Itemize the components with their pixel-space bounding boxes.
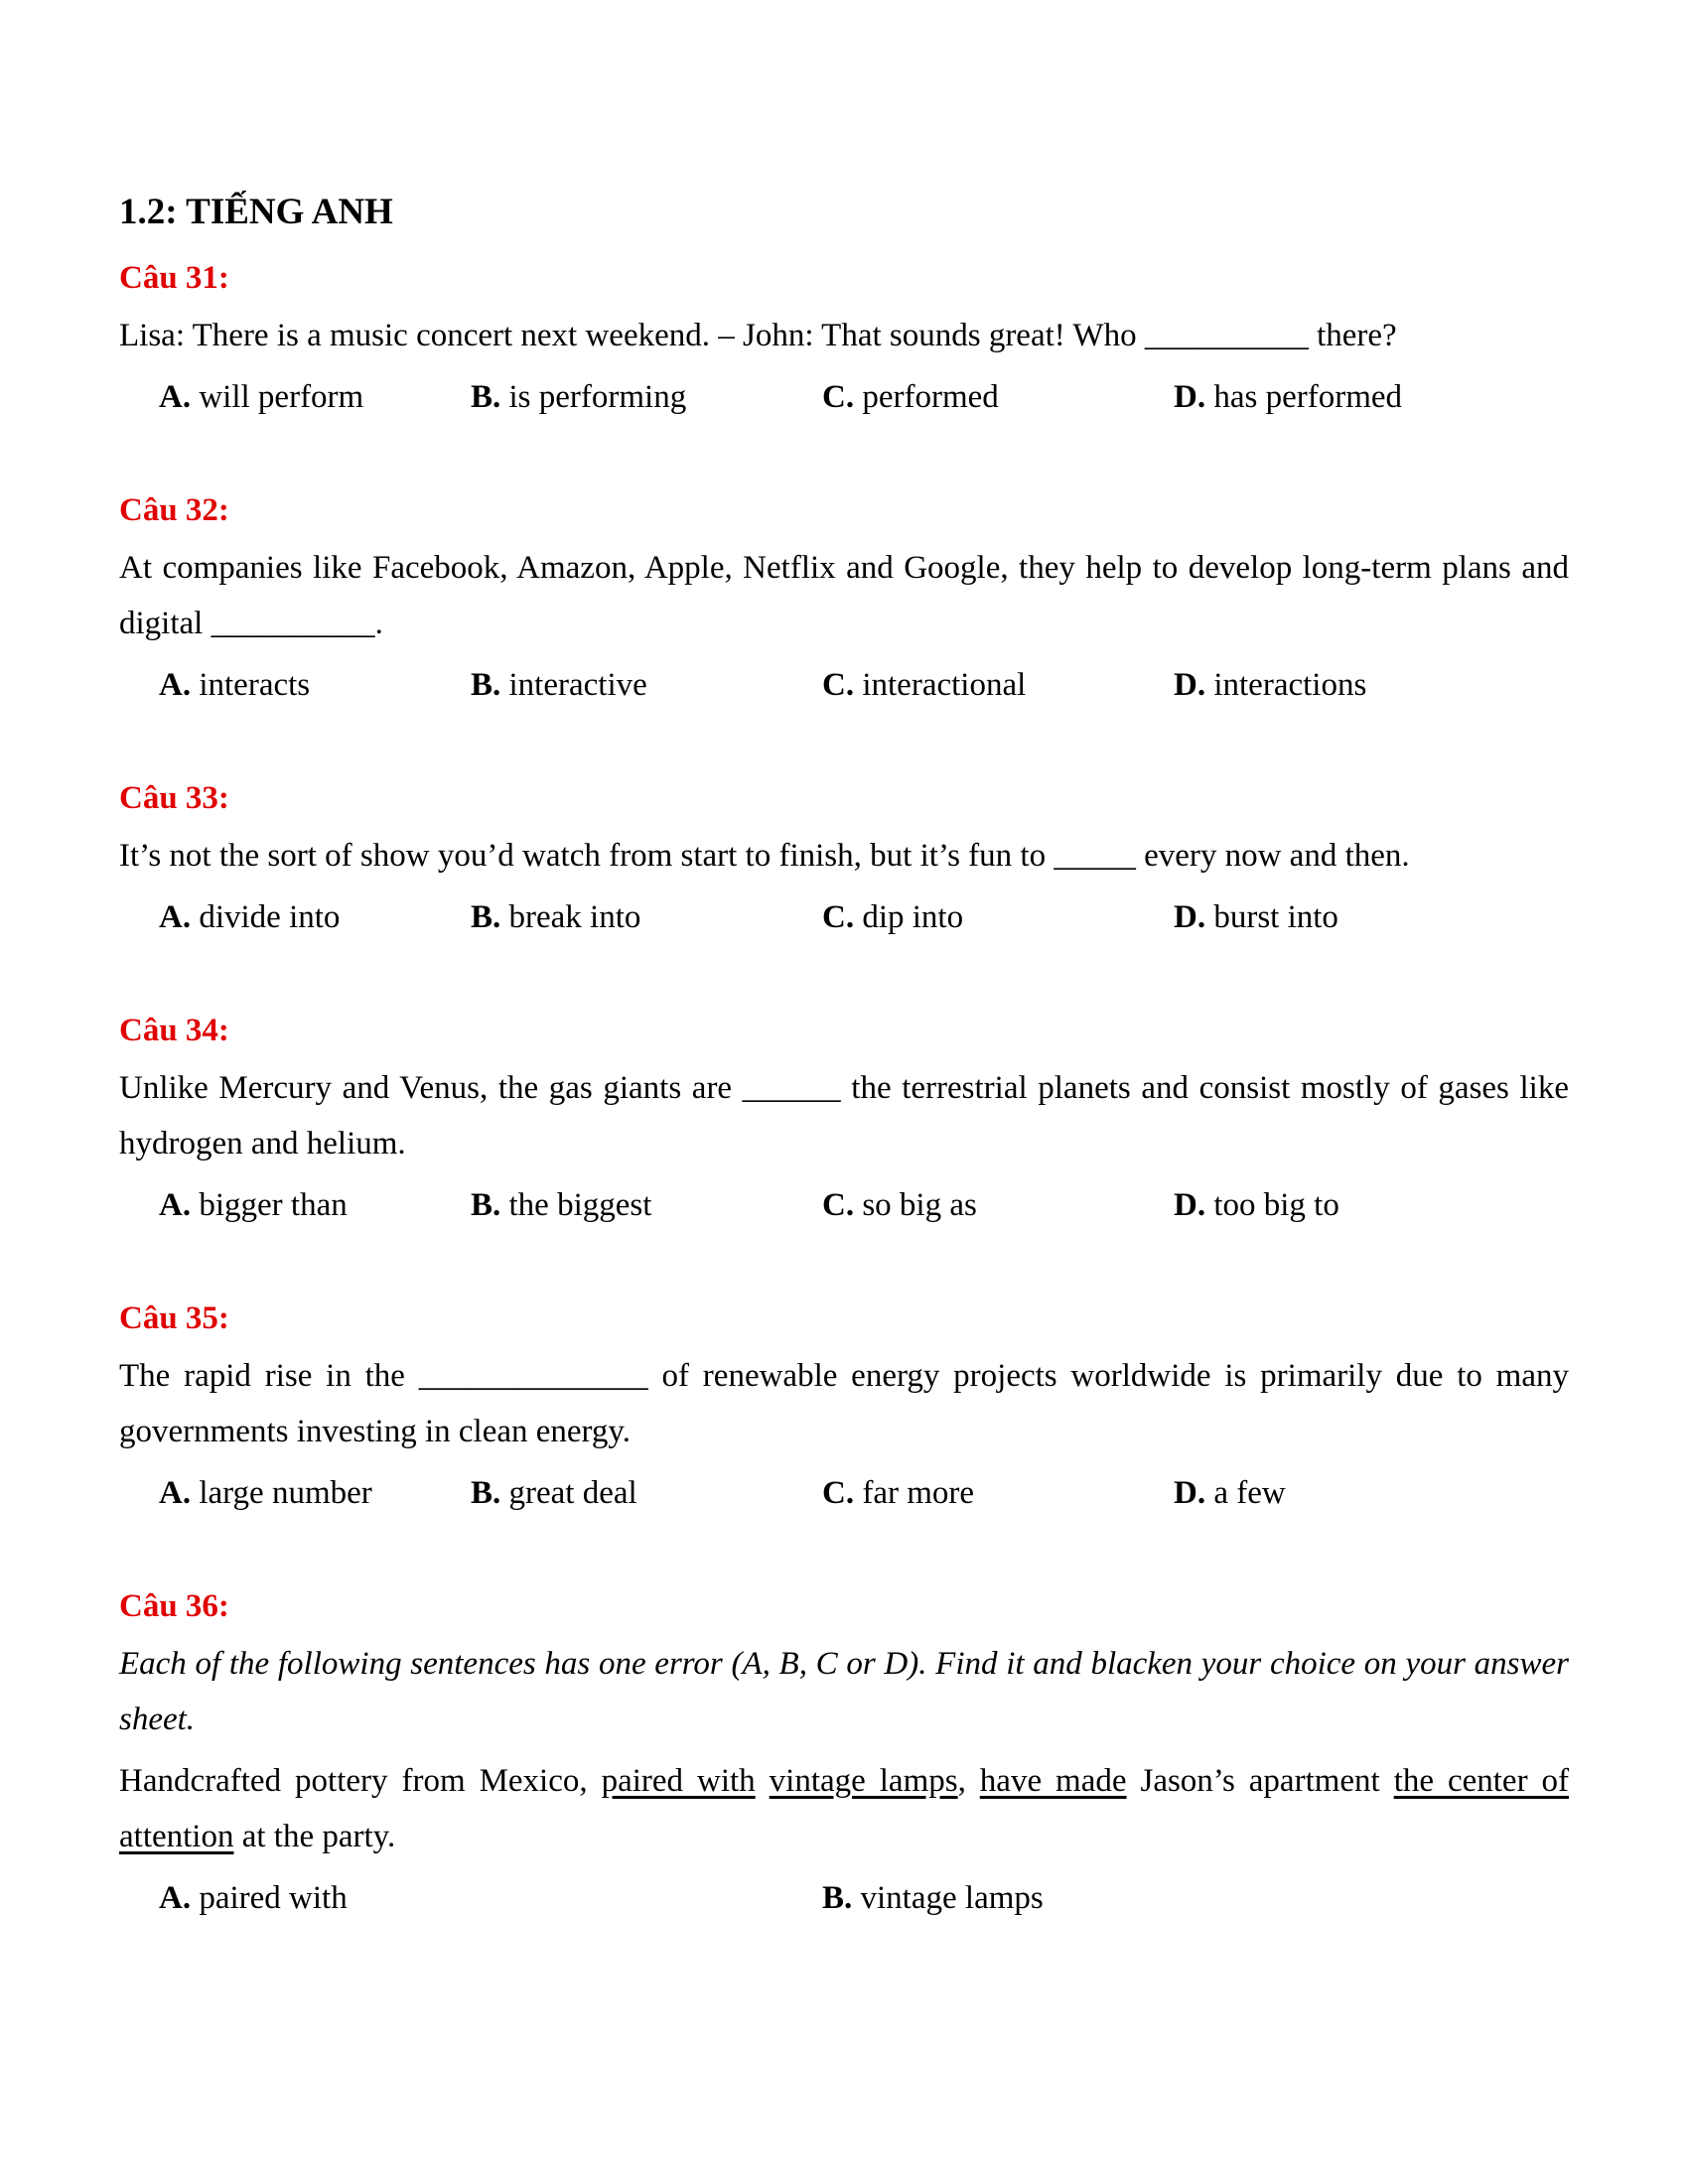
option-text: a few (1213, 1475, 1286, 1511)
option-letter: B. (471, 1187, 501, 1223)
option-text: interactions (1213, 667, 1367, 703)
option-text: paired with (199, 1880, 348, 1916)
question-33 (119, 774, 1569, 945)
question-sentence (119, 1753, 1569, 1864)
option-d[interactable] (1174, 889, 1525, 945)
exam-page (119, 189, 1569, 1987)
option-letter: A. (159, 1475, 192, 1511)
option-letter: D. (1174, 379, 1206, 415)
option-letter: C. (822, 1187, 855, 1223)
option-text: great deal (508, 1475, 637, 1511)
option-text: bigger than (199, 1187, 348, 1223)
sentence-text: Jason’s apartment (1126, 1763, 1394, 1799)
option-c[interactable] (822, 369, 1174, 425)
underlined-part-a: paired with (601, 1763, 756, 1799)
question-label: Câu 35: (119, 1300, 229, 1336)
option-b[interactable] (822, 1870, 1525, 1926)
question-label: Câu 34: (119, 1013, 229, 1048)
option-letter: A. (159, 667, 192, 703)
option-text: burst into (1213, 899, 1338, 935)
options-row (119, 889, 1569, 945)
option-b[interactable] (471, 657, 822, 713)
option-letter: D. (1174, 1475, 1206, 1511)
sentence-text (756, 1763, 770, 1799)
option-text: too big to (1213, 1187, 1339, 1223)
option-letter: C. (822, 667, 855, 703)
option-letter: C. (822, 1475, 855, 1511)
option-text: so big as (862, 1187, 977, 1223)
option-d[interactable] (1174, 369, 1525, 425)
question-36 (119, 1582, 1569, 1926)
question-32 (119, 486, 1569, 713)
option-text: break into (508, 899, 641, 935)
option-letter: C. (822, 899, 855, 935)
option-d[interactable] (1174, 1465, 1525, 1521)
sentence-text: , (957, 1763, 980, 1799)
option-a[interactable] (119, 1465, 471, 1521)
option-b[interactable] (471, 1465, 822, 1521)
underlined-part-c: have made (979, 1763, 1127, 1799)
option-letter: B. (471, 899, 501, 935)
option-letter: D. (1174, 899, 1206, 935)
option-text: will perform (199, 379, 364, 415)
option-text: vintage lamps (860, 1880, 1044, 1916)
section-title: 1.2: TIẾNG ANH (119, 192, 393, 232)
option-letter: B. (471, 1475, 501, 1511)
option-c[interactable] (822, 657, 1174, 713)
option-text: is performing (508, 379, 687, 415)
option-text: has performed (1213, 379, 1403, 415)
option-letter: A. (159, 379, 192, 415)
option-letter: B. (471, 379, 501, 415)
options-row (119, 1177, 1569, 1233)
option-a[interactable] (119, 657, 471, 713)
option-text: interactional (862, 667, 1027, 703)
option-letter: D. (1174, 1187, 1206, 1223)
question-stem: At companies like Facebook, Amazon, Apple, Netflix and Google, they help to develop long-term plans and digital __________. (119, 550, 1569, 641)
option-c[interactable] (822, 1465, 1174, 1521)
question-stem: Lisa: There is a music concert next weekend. – John: That sounds great! Who __________ there? (119, 318, 1397, 353)
option-text: large number (199, 1475, 372, 1511)
option-a[interactable] (119, 1870, 822, 1926)
option-text: the biggest (508, 1187, 652, 1223)
sentence-text: Handcrafted pottery from Mexico, (119, 1763, 602, 1799)
option-d[interactable] (1174, 657, 1525, 713)
question-label: Câu 32: (119, 492, 229, 528)
options-row (119, 657, 1569, 713)
option-text: dip into (862, 899, 964, 935)
underlined-part-d: the center of attention (119, 1763, 1570, 1854)
option-text: divide into (199, 899, 341, 935)
option-c[interactable] (822, 889, 1174, 945)
question-stem: Unlike Mercury and Venus, the gas giants are ______ the terrestrial planets and consist mostly of gases like hydrogen and helium. (119, 1070, 1569, 1161)
question-31 (119, 254, 1569, 425)
options-row (119, 369, 1569, 425)
underlined-part-b: vintage lamps (769, 1763, 958, 1799)
option-letter: A. (159, 1187, 192, 1223)
option-a[interactable] (119, 1177, 471, 1233)
question-stem: The rapid rise in the ______________ of renewable energy projects worldwide is primarily due to many governments investing in clean energy. (119, 1358, 1569, 1449)
sentence-text: at the party. (233, 1819, 396, 1854)
question-stem: It’s not the sort of show you’d watch from start to finish, but it’s fun to _____ every now and then. (119, 838, 1410, 874)
question-34 (119, 1007, 1569, 1233)
option-letter: B. (822, 1880, 853, 1916)
question-instruction: Each of the following sentences has one error (A, B, C or D). Find it and blacken your choice on your answer sheet. (119, 1646, 1569, 1737)
option-text: performed (862, 379, 999, 415)
option-a[interactable] (119, 889, 471, 945)
option-letter: A. (159, 899, 192, 935)
option-d[interactable] (1174, 1177, 1525, 1233)
option-text: far more (862, 1475, 975, 1511)
option-c[interactable] (822, 1177, 1174, 1233)
options-row (119, 1870, 1569, 1926)
option-b[interactable] (471, 889, 822, 945)
question-label: Câu 33: (119, 780, 229, 816)
question-label: Câu 36: (119, 1588, 229, 1624)
option-letter: A. (159, 1880, 192, 1916)
option-b[interactable] (471, 1177, 822, 1233)
option-b[interactable] (471, 369, 822, 425)
option-letter: C. (822, 379, 855, 415)
option-text: interactive (508, 667, 647, 703)
question-35 (119, 1295, 1569, 1521)
option-text: interacts (199, 667, 311, 703)
option-a[interactable] (119, 369, 471, 425)
question-label: Câu 31: (119, 260, 229, 296)
option-letter: B. (471, 667, 501, 703)
option-letter: D. (1174, 667, 1206, 703)
options-row (119, 1465, 1569, 1521)
